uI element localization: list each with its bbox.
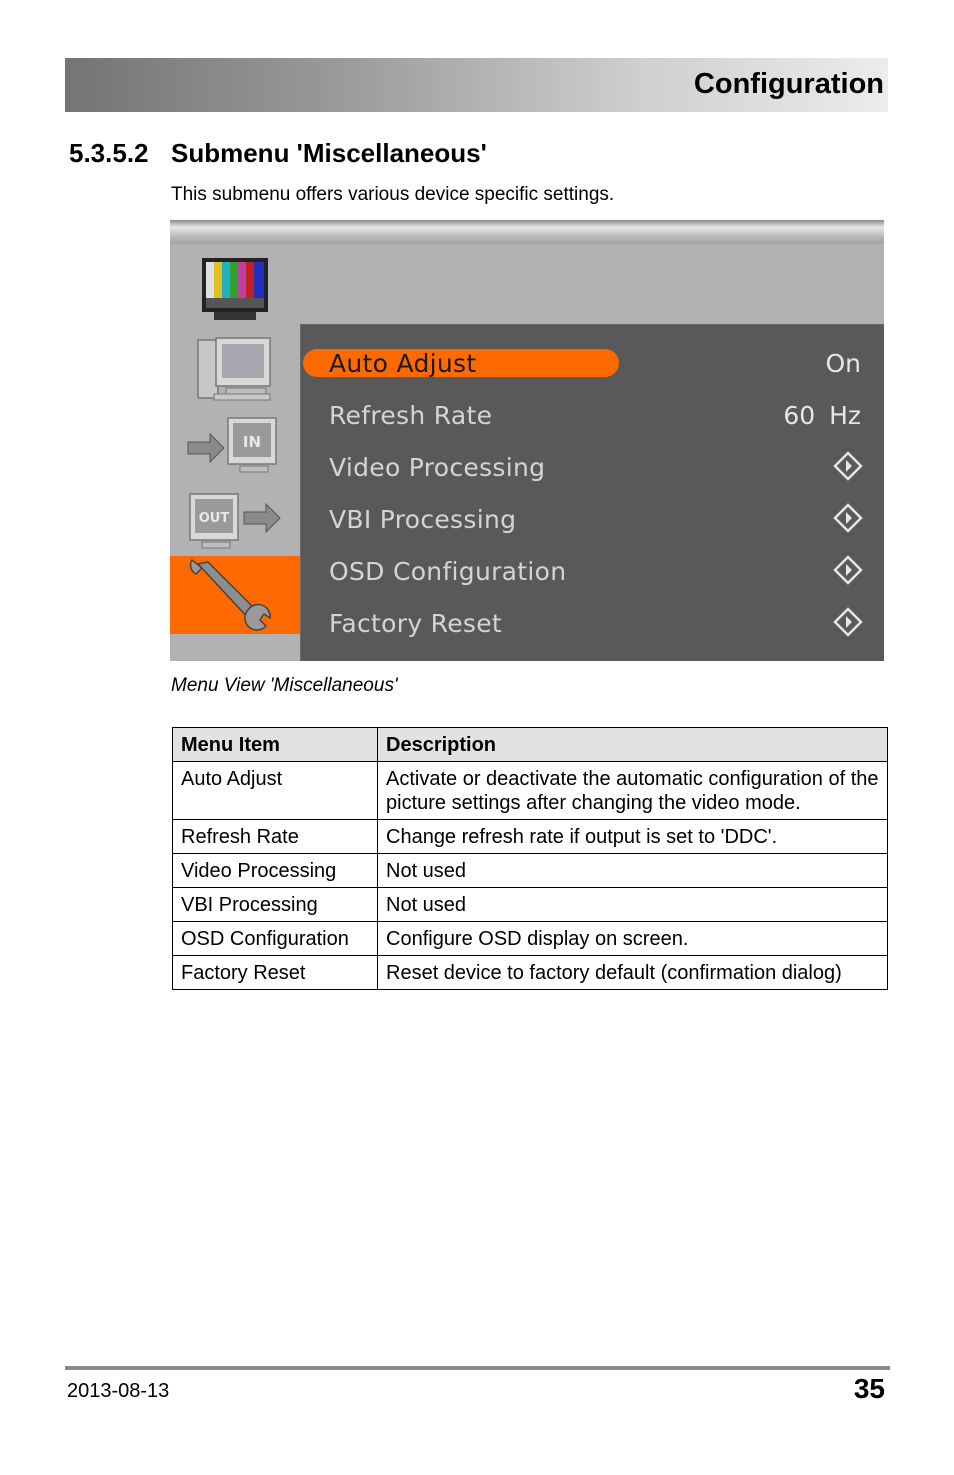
table-cell: Refresh Rate bbox=[173, 820, 378, 854]
submenu-arrow-icon bbox=[833, 503, 863, 533]
table-header-row bbox=[173, 728, 888, 762]
table-row bbox=[173, 922, 888, 956]
osd-item-video-processing[interactable] bbox=[301, 451, 884, 491]
intro-text: This submenu offers various device specific settings. bbox=[171, 184, 615, 205]
osd-item-label: Factory Reset bbox=[329, 609, 503, 638]
table-row bbox=[173, 854, 888, 888]
table-cell: Video Processing bbox=[173, 854, 378, 888]
table-row bbox=[173, 820, 888, 854]
osd-item-label: Video Processing bbox=[329, 453, 546, 482]
table-cell: Change refresh rate if output is set to 'DDC'. bbox=[378, 820, 888, 854]
table-row bbox=[173, 762, 888, 820]
test-pattern-icon[interactable] bbox=[170, 254, 300, 332]
table-cell: VBI Processing bbox=[173, 888, 378, 922]
osd-menu-panel bbox=[300, 324, 884, 661]
table-cell: Not used bbox=[378, 888, 888, 922]
table-cell: Auto Adjust bbox=[173, 762, 378, 820]
osd-item-vbi-processing[interactable] bbox=[301, 503, 884, 543]
osd-menu-screenshot bbox=[170, 220, 884, 661]
osd-item-value: On bbox=[825, 349, 861, 378]
column-header: Menu Item bbox=[173, 728, 378, 762]
osd-item-label: Refresh Rate bbox=[329, 401, 493, 430]
table-cell: Factory Reset bbox=[173, 956, 378, 990]
input-monitor-icon[interactable] bbox=[170, 410, 300, 488]
osd-item-value: 60 Hz bbox=[783, 401, 861, 430]
chapter-title: Configuration bbox=[693, 68, 884, 100]
table-cell: Activate or deactivate the automatic configuration of the picture settings after changing the video mode. bbox=[378, 762, 888, 820]
table-cell: Reset device to factory default (confirmation dialog) bbox=[378, 956, 888, 990]
column-header: Description bbox=[378, 728, 888, 762]
section-title: Submenu 'Miscellaneous' bbox=[171, 138, 487, 168]
table-row bbox=[173, 888, 888, 922]
osd-title-bar bbox=[170, 220, 884, 244]
osd-item-label: VBI Processing bbox=[329, 505, 517, 534]
computer-monitor-icon[interactable] bbox=[170, 332, 300, 410]
page-number: 35 bbox=[853, 1373, 885, 1404]
osd-item-factory-reset[interactable] bbox=[301, 607, 884, 647]
in-label: IN bbox=[242, 433, 262, 451]
submenu-arrow-icon bbox=[833, 451, 863, 481]
osd-item-label: OSD Configuration bbox=[329, 557, 567, 586]
wrench-icon[interactable] bbox=[170, 556, 300, 634]
table-cell: OSD Configuration bbox=[173, 922, 378, 956]
section-number: 5.3.5.2 bbox=[69, 138, 149, 168]
output-monitor-icon[interactable] bbox=[170, 488, 300, 566]
submenu-arrow-icon bbox=[833, 607, 863, 637]
footer-divider bbox=[65, 1366, 890, 1370]
table-cell: Not used bbox=[378, 854, 888, 888]
out-label: OUT bbox=[198, 511, 230, 526]
figure-caption: Menu View 'Miscellaneous' bbox=[171, 675, 398, 696]
osd-item-label: Auto Adjust bbox=[329, 349, 477, 378]
osd-item-refresh-rate[interactable] bbox=[301, 399, 884, 439]
table-cell: Configure OSD display on screen. bbox=[378, 922, 888, 956]
osd-item-auto-adjust[interactable] bbox=[301, 347, 884, 387]
table-row bbox=[173, 956, 888, 990]
osd-item-osd-configuration[interactable] bbox=[301, 555, 884, 595]
submenu-arrow-icon bbox=[833, 555, 863, 585]
menu-description-table bbox=[172, 727, 888, 990]
header-bar bbox=[65, 58, 888, 112]
section-heading bbox=[69, 138, 487, 169]
footer-date: 2013-08-13 bbox=[67, 1380, 170, 1402]
osd-icon-sidebar bbox=[170, 244, 300, 661]
